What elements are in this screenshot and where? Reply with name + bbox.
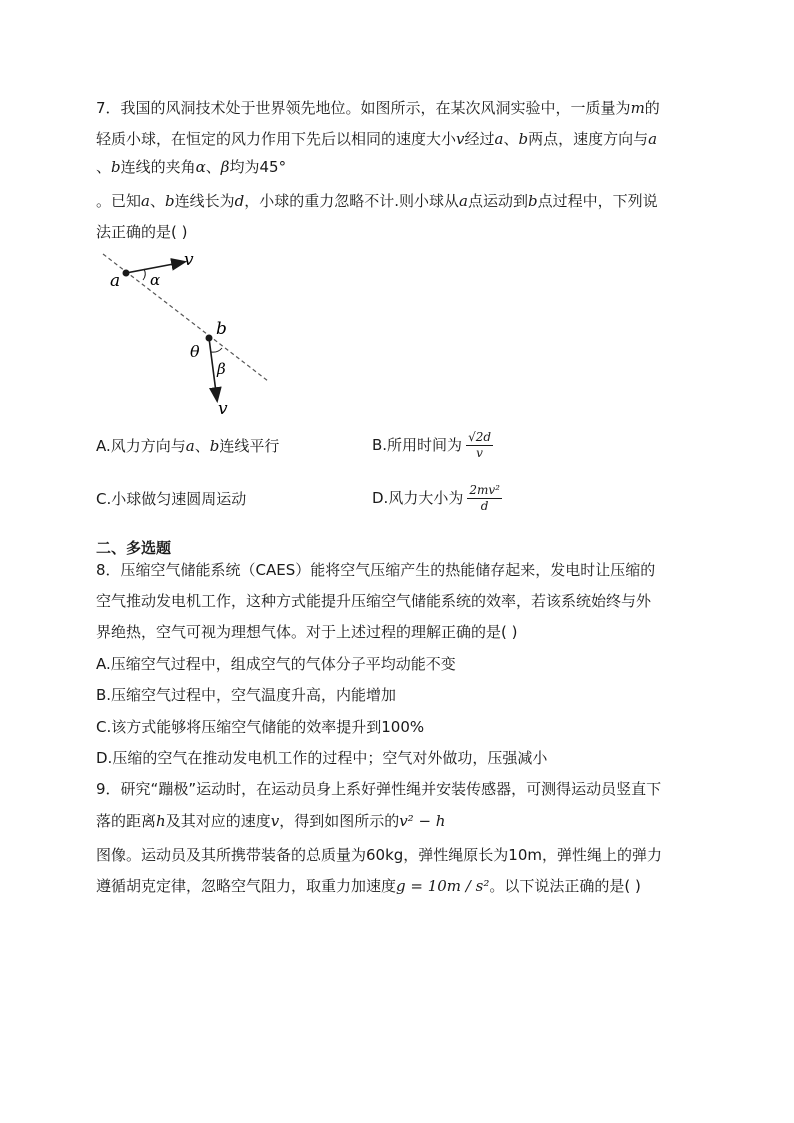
q8-text: 空气推动发电机工作，这种方式能提升压缩空气储能系统的效率，若该系统始终与外 (96, 592, 652, 610)
option-text: D.压缩的空气在推动发电机工作的过程中；空气对外做功，压强减小 (96, 749, 548, 767)
fraction-numerator: 2mv² (469, 483, 500, 497)
label-alpha: α (150, 271, 161, 289)
q9-text: 遵循胡克定律，忽略空气阻力，取重力加速度 (96, 877, 397, 895)
label-v-top: v (184, 250, 194, 270)
var-h: h (156, 812, 166, 830)
angle-value: 45° (259, 158, 287, 176)
var-v: v (456, 130, 465, 148)
var-beta: β (220, 158, 230, 176)
option-text: A.风力方向与 (96, 437, 186, 455)
var-m: m (630, 99, 645, 117)
fraction-sqrt2d-over-v (466, 430, 493, 461)
q9-line-2 (96, 811, 445, 831)
option-text: C.该方式能够将压缩空气储能的效率提升到100% (96, 718, 425, 736)
q7-text: 7．我国的风洞技术处于世界领先地位。如图所示，在某次风洞实验中，一质量为 (96, 99, 631, 117)
q9-text: 落的距离 (96, 812, 157, 830)
var-b: b (209, 437, 220, 455)
v2-h-expression: v² − h (399, 812, 446, 830)
var-b: b (518, 130, 529, 148)
var-a: a (185, 437, 195, 455)
q8-option-b (96, 685, 396, 705)
q8-line-2 (96, 591, 651, 611)
q7-text: 、 (503, 130, 519, 148)
label-v-bottom: v (218, 399, 228, 418)
var-a: a (648, 130, 658, 148)
q7-text: 两点，速度方向与 (528, 130, 649, 148)
var-b: b (164, 192, 175, 210)
option-text: A.压缩空气过程中，组成空气的气体分子平均动能不变 (96, 655, 456, 673)
q7-text: 经过 (464, 130, 495, 148)
option-text: D.风力大小为 (372, 489, 464, 507)
q7-text: 的 (644, 99, 660, 117)
q7-text: 点过程中，下列说 (537, 192, 658, 210)
q8-line-1 (96, 560, 655, 580)
q7-figure (100, 248, 280, 418)
q7-option-d (372, 480, 502, 516)
gravity-expression: g = 10m / s² (396, 877, 490, 895)
q7-text: 均为 (229, 158, 260, 176)
q8-option-a (96, 654, 456, 674)
fraction-denominator: d (480, 499, 489, 513)
q8-text: 界绝热，空气可视为理想气体。对于上述过程的理解正确的是( ) (96, 623, 518, 641)
var-a: a (494, 130, 504, 148)
beta-arc (211, 348, 222, 352)
q7-option-c (96, 489, 246, 509)
q7-option-b (372, 427, 493, 463)
label-beta: β (217, 360, 226, 378)
velocity-arrow-b (209, 338, 217, 400)
option-text: C.小球做匀速圆周运动 (96, 490, 247, 508)
q7-line-1 (96, 98, 660, 118)
label-b: b (216, 319, 227, 339)
q9-text: ，得到如图所示的 (279, 812, 400, 830)
var-a: a (459, 192, 468, 210)
fraction-2mv2-over-d (467, 483, 502, 514)
q7-text: 连线的夹角 (120, 158, 196, 176)
q9-text: 图像。运动员及其所携带装备的总质量为60kg，弹性绳原长为10m，弹性绳上的弹力 (96, 846, 662, 864)
option-text: B.压缩空气过程中，空气温度升高，内能增加 (96, 686, 397, 704)
var-alpha: α (195, 158, 206, 176)
q8-option-d (96, 748, 547, 768)
q7-text: 轻质小球，在恒定的风力作用下先后以相同的速度大小 (96, 130, 457, 148)
q7-text: ，小球的重力忽略不计.则小球从 (244, 192, 459, 210)
var-b: b (111, 158, 121, 176)
q7-text: 连线长为 (174, 192, 235, 210)
q7-text: 点运动到 (467, 192, 528, 210)
q7-line-2 (96, 129, 657, 149)
label-theta: θ (190, 342, 200, 361)
var-a: a (141, 192, 150, 210)
q7-text: 、 (96, 158, 112, 176)
q7-line-4 (96, 191, 658, 211)
q9-text: 9．研究“蹦极”运动时，在运动员身上系好弹性绳并安装传感器，可测得运动员竖直下 (96, 780, 662, 798)
q9-line-1 (96, 779, 661, 799)
q7-text: 、 (205, 158, 221, 176)
var-b: b (527, 192, 538, 210)
fraction-denominator: v (476, 446, 483, 460)
q7-text: 。已知 (96, 192, 142, 210)
q7-text: 法正确的是( ) (96, 223, 188, 241)
alpha-arc (143, 269, 145, 280)
q8-line-3 (96, 622, 517, 642)
option-text: 、 (194, 437, 210, 455)
fraction-numerator: √2d (468, 430, 492, 444)
q8-text: 8．压缩空气储能系统（CAES）能将空气压缩产生的热能储存起来，发电时让压缩的 (96, 561, 656, 579)
section-title: 二、多选题 (96, 539, 172, 557)
var-v: v (270, 812, 280, 830)
q7-line-3 (96, 157, 286, 177)
label-a: a (110, 271, 121, 291)
section-heading (96, 538, 171, 558)
option-text: B.所用时间为 (372, 436, 463, 454)
q7-line-5 (96, 222, 187, 242)
q7-option-a (96, 436, 279, 456)
option-text: 连线平行 (219, 437, 280, 455)
q8-option-c (96, 717, 424, 737)
var-d: d (234, 192, 245, 210)
q9-text: 及其对应的速度 (165, 812, 271, 830)
q9-line-4 (96, 876, 641, 896)
q7-text: 、 (149, 192, 165, 210)
q9-line-3 (96, 845, 662, 865)
q9-text: 。以下说法正确的是( ) (489, 877, 641, 895)
